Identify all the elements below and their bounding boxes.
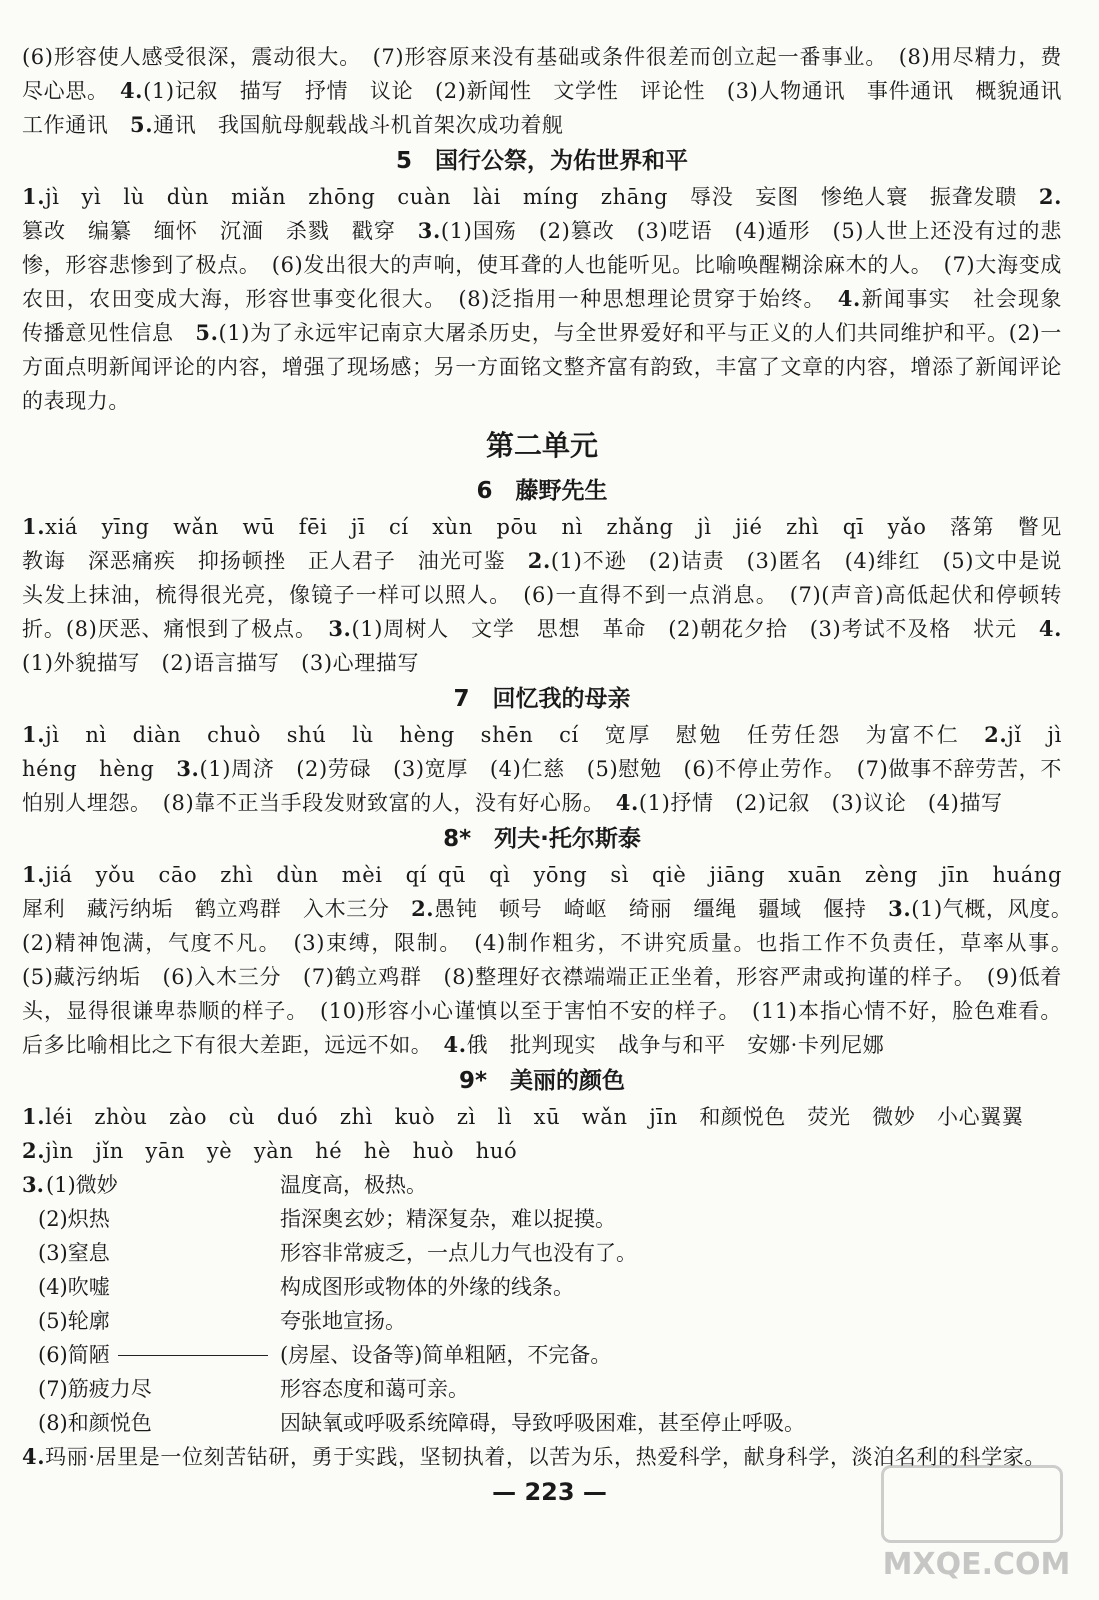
- answers-lesson9-q4: 4.玛丽·居里是一位刻苦钻研，勇于实践，坚韧执着，以苦为乐，热爱科学，献身科学，淡泊名利的科学家。: [22, 1444, 1046, 1469]
- answers-lesson4-continued: (6)形容使人感受很深，震动很大。 (7)形容原来没有基础或条件很差而创立起一番事业。 (8)用尽精力，费尽心思。 4.(1)记叙 描写 抒情 议论 (2)新闻性 文学性 评论性 (3)人物通讯 事件通讯 概貌通讯 工作通讯 5.通讯 我国航母舰载战斗机首架次成功着舰: [22, 45, 1084, 137]
- answers-lesson5: 1.jì yì lù dùn miǎn zhōng cuàn lài míng zhāng 辱没 妄图 惨绝人寰 振聋发聩 2.篡改 编纂 缅怀 沉湎 杀戮 戳穿 3.(1)国殇 (2)篡改 (3)呓语 (4)遁形 (5)人世上还没有过的悲惨，形容悲惨到了极点。 (6)发出很大的声响，使耳聋的人也能听见。比喻唤醒糊涂麻木的人。 (7)大海变成农田，农田变成大海，形容世事变化很大。 (8)泛指用一种思想理论贯穿于始终。 4.新闻事实 社会现象 传播意见性信息 5.(1)为了永远牢记南京大屠杀历史，与全世界爱好和平与正义的人们共同维护和平。(2)一方面点明新闻评论的内容，增强了现场感；另一方面铭文整齐富有韵致，丰富了文章的内容，增添了新闻评论的表现力。: [22, 184, 1084, 413]
- matching-row: (5)轮廓 夸张地宣扬。: [38, 1309, 406, 1333]
- matching-connector-line: [118, 1355, 268, 1356]
- answers-lesson7: 1.jì nì diàn chuò shú lù hèng shēn cí 宽厚 慰勉 任劳任怨 为富不仁 2.jǐ jì héng hèng 3.(1)周济 (2)劳碌 (3)宽厚 (4)仁慈 (5)慰勉 (6)不停止劳作。 (7)做事不辞劳苦，不怕别人埋怨。 (8)靠不正当手段发财致富的人，没有好心肠。 4.(1)抒情 (2)记叙 (3)议论 (4)描写: [22, 722, 1084, 815]
- watermark-logo-icon: [881, 1465, 1063, 1543]
- answers-lesson6: 1.xiá yīng wǎn wū fēi jī cí xùn pōu nì zhǎng jì jié zhì qī yǎo 落第 瞥见 教诲 深恶痛疾 抑扬顿挫 正人君子 油光可鉴 2.(1)不逊 (2)诘责 (3)匿名 (4)绯红 (5)文中是说头发上抹油，梳得很光亮，像镜子一样可以照人。 (6)一直得不到一点消息。 (7)(声音)高低起伏和停顿转折。(8)厌恶、痛恨到了极点。 3.(1)周树人 文学 思想 革命 (2)朝花夕拾 (3)考试不及格 状元 4.(1)外貌描写 (2)语言描写 (3)心理描写: [22, 514, 1084, 675]
- matching-question-number: 3.: [22, 1172, 44, 1197]
- page-number: — 223 —: [492, 1478, 607, 1506]
- matching-row: (2)炽热 指深奥玄妙；精深复杂，难以捉摸。: [38, 1207, 616, 1231]
- answers-lesson8: 1.jiá yǒu cāo zhì dùn mèi qí qū qì yōng sì qiè jiāng xuān zèng jīn huáng 犀利 藏污纳垢 鹤立鸡群 入木三分 2.愚钝 顿号 崎岖 绮丽 缰绳 疆域 偃持 3.(1)气概，风度。 (2)精神饱满，气度不凡。 (3)束缚，限制。 (4)制作粗劣，不讲究质量。也指工作不负责任，草率从事。 (5)藏污纳垢 (6)入木三分 (7)鹤立鸡群 (8)整理好衣襟端端正正坐着，形容严肃或拘谨的样子。 (9)低着头，显得很谦卑恭顺的样子。 (10)形容小心谨慎以至于害怕不安的样子。 (11)本指心情不好，脸色难看。后多比喻相比之下有很大差距，远远不如。 4.俄 批判现实 战争与和平 安娜·卡列尼娜: [22, 862, 1084, 1057]
- matching-row: (6)简陋 (房屋、设备等)简单粗陋，不完备。: [38, 1343, 612, 1367]
- matching-row: (4)吹嘘 构成图形或物体的外缘的线条。: [38, 1275, 574, 1299]
- lesson5-title: 5 国行公祭，为佑世界和平: [395, 148, 688, 174]
- lesson6-title: 6 藤野先生: [476, 478, 608, 504]
- lesson8-title: 8* 列夫·托尔斯泰: [443, 826, 641, 852]
- matching-row: (7)筋疲力尽 形容态度和蔼可亲。: [38, 1377, 469, 1401]
- lesson7-title: 7 回忆我的母亲: [453, 686, 631, 712]
- matching-row: (1)微妙 温度高，极热。: [46, 1173, 427, 1197]
- watermark-logo: [874, 1457, 1079, 1582]
- lesson9-title: 9* 美丽的颜色: [458, 1068, 626, 1094]
- unit2-title: 第二单元: [485, 429, 598, 462]
- matching-exercise: [22, 1168, 1062, 1440]
- answer-page: [22, 40, 1084, 1474]
- answers-lesson9-q2: 2.jìn jǐn yān yè yàn hé hè huò huó: [22, 1138, 518, 1163]
- watermark-text: MXQE.COM: [882, 1547, 1071, 1582]
- matching-row: (3)窒息 形容非常疲乏，一点儿力气也没有了。: [38, 1241, 637, 1265]
- matching-row: (8)和颜悦色 因缺氧或呼吸系统障碍，导致呼吸困难，甚至停止呼吸。: [38, 1411, 805, 1435]
- answers-lesson9-q1: 1.léi zhòu zào cù duó zhì kuò zì lì xū wǎn jīn 和颜悦色 荧光 微妙 小心翼翼: [22, 1104, 1024, 1129]
